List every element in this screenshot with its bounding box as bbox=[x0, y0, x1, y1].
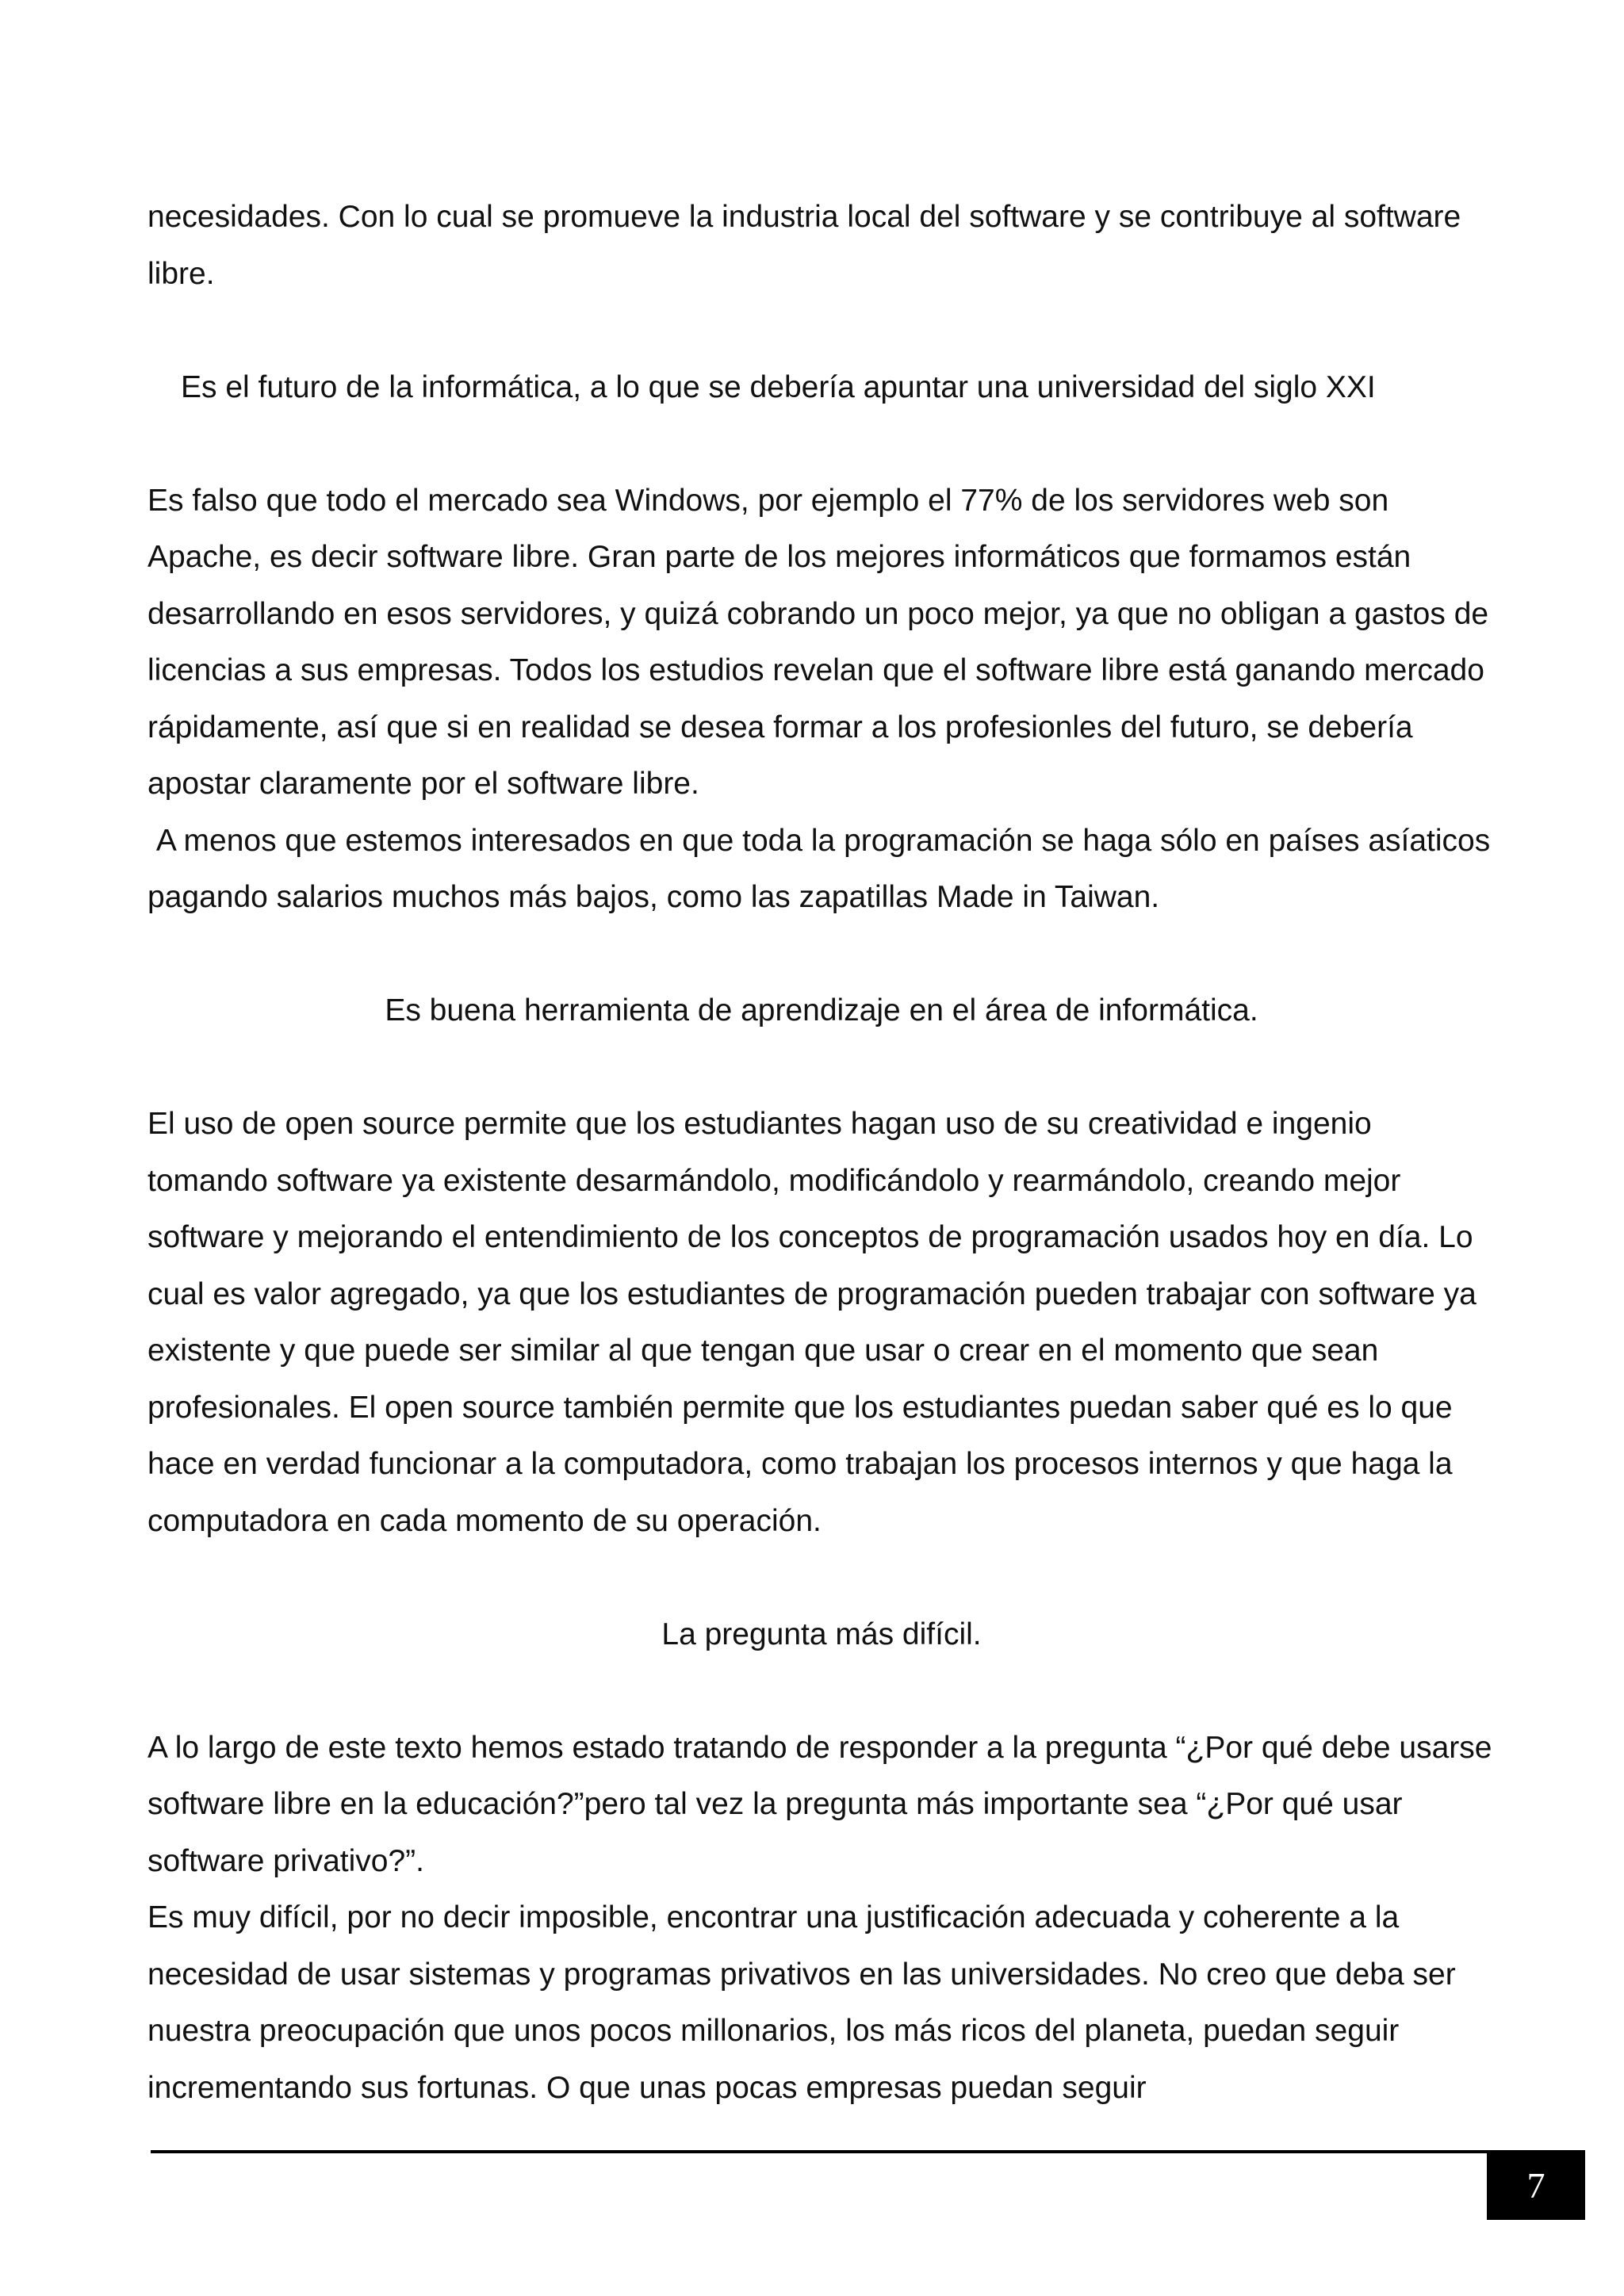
page-number-label: 7 bbox=[1526, 2164, 1545, 2206]
section-heading-herramienta: Es buena herramienta de aprendizaje en el área de informática. bbox=[385, 993, 1258, 1027]
paragraph-gap bbox=[147, 1549, 1496, 1606]
section-heading-pregunta: La pregunta más difícil. bbox=[661, 1617, 982, 1651]
paragraph-2: Es falso que todo el mercado sea Windows, por ejemplo el 77% de los servidores web son Apache, es decir software libre. Gran parte de los mejores informáticos que formamos están desarrollando en esos servidores, y quizá cobrando un poco mejor, ya que no obligan a gastos de licencias a sus empresas. Todos los estudios revelan que el software libre está ganando mercado rápidamente, así que si en realidad se desea formar a los profesionles del futuro, se debería apostar claramente por el software libre. bbox=[147, 483, 1489, 801]
paragraph-3: A menos que estemos interesados en que toda la programación se haga sólo en países asíaticos pagando salarios muchos más bajos, como las zapatillas Made in Taiwan. bbox=[147, 823, 1500, 914]
paragraph-gap bbox=[147, 1663, 1496, 1720]
footer-rule bbox=[151, 2150, 1487, 2153]
paragraph-gap bbox=[147, 302, 1496, 359]
paragraph-gap bbox=[147, 1039, 1496, 1096]
paragraph-gap bbox=[147, 926, 1496, 983]
paragraph-5: A lo largo de este texto hemos estado tratando de responder a la pregunta “¿Por qué debe usarse software libre en la educación?”pero tal vez la pregunta más importante sea “¿Por qué usar software privativo?”. bbox=[147, 1730, 1492, 1878]
body-text bbox=[147, 189, 1500, 2116]
paragraph-gap bbox=[147, 415, 1496, 473]
page-number bbox=[1487, 2150, 1585, 2220]
paragraph-1: necesidades. Con lo cual se promueve la industria local del software y se contribuye al software libre. bbox=[147, 200, 1461, 291]
section-heading-futuro: Es el futuro de la informática, a lo que se debería apuntar una universidad del siglo XXI bbox=[181, 369, 1376, 404]
paragraph-4: El uso de open source permite que los estudiantes hagan uso de su creatividad e ingenio tomando software ya existente desarmándolo, modificándolo y rearmándolo, creando mejor software y mejorando el entendimiento de los conceptos de programación usados hoy en día. Lo cual es valor agregado, ya que los estudiantes de programación pueden trabajar con software ya existente y que puede ser similar al que tengan que usar o crear en el momento que sean profesionales. El open source también permite que los estudiantes puedan saber qué es lo que hace en verdad funcionar a la computadora, como trabajan los procesos internos y que haga la computadora en cada momento de su operación. bbox=[147, 1107, 1477, 1538]
paragraph-6: Es muy difícil, por no decir imposible, encontrar una justificación adecuada y coherente a la necesidad de usar sistemas y programas privativos en las universidades. No creo que deba ser nuestra preocupación que unos pocos millonarios, los más ricos del planeta, puedan seguir incrementando sus fortunas. O que unas pocas empresas puedan seguir bbox=[147, 1900, 1456, 2105]
